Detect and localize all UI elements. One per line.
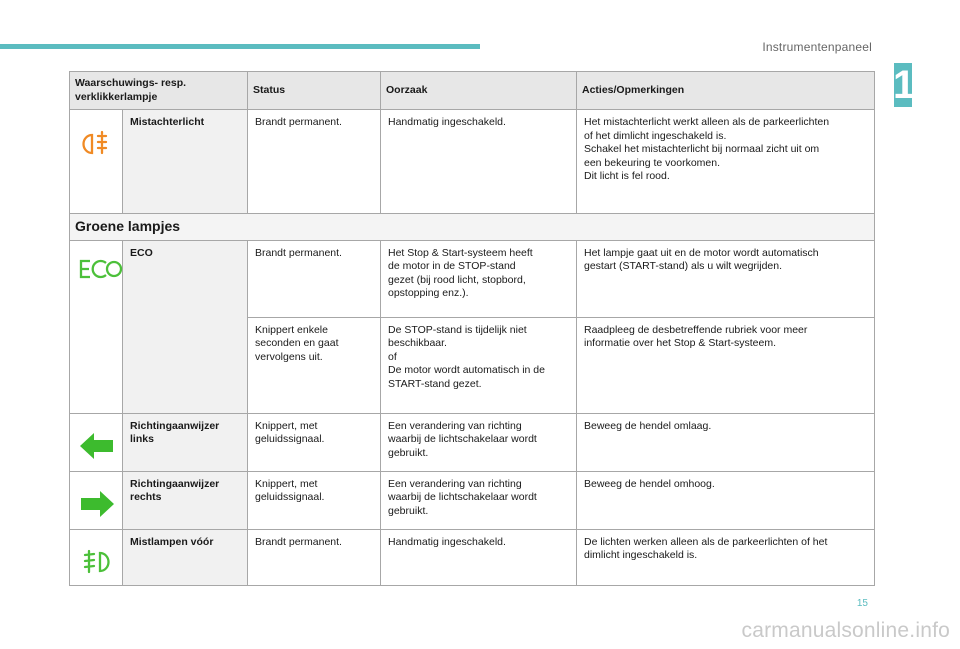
lamp-actions: De lichten werken alleen als de parkeerlichten of het dimlicht ingeschakeld is.: [577, 529, 875, 585]
lamp-status: Brandt permanent.: [248, 110, 381, 214]
lamp-status: Knippert, met geluidssignaal.: [248, 413, 381, 471]
lamp-actions: Het mistachterlicht werkt alleen als de parkeerlichten of het dimlicht ingeschakeld is. Schakel het mistachterlicht bij normaal zicht uit om een bekeuring te voorkomen. Dit licht is fel rood.: [577, 110, 875, 214]
table-row: [70, 110, 875, 214]
lamp-status: Knippert enkele seconden en gaat vervolgens uit.: [248, 317, 381, 413]
chapter-number: 1: [893, 63, 916, 107]
column-header-actions: Acties/Opmerkingen: [577, 72, 875, 110]
lamp-name: Mistlampen vóór: [123, 529, 248, 585]
table-row: [70, 529, 875, 585]
lamp-icon-cell: [70, 240, 123, 413]
chapter-tab: [893, 63, 916, 107]
group-header-row: [70, 214, 875, 241]
front-fog-lamp-icon: [79, 545, 115, 579]
lamp-name: Richtingaanwijzer rechts: [123, 471, 248, 529]
lamp-actions: Beweeg de hendel omlaag.: [577, 413, 875, 471]
lamp-actions: Raadpleeg de desbetreffende rubriek voor meer informatie over het Stop & Start-systeem.: [577, 317, 875, 413]
watermark: carmanualsonline.info: [741, 619, 950, 642]
table-row: [70, 413, 875, 471]
lamp-name: ECO: [123, 240, 248, 413]
arrow-left-icon: [78, 430, 116, 462]
lamp-cause: De STOP-stand is tijdelijk niet beschikbaar. of De motor wordt automatisch in de START-stand gezet.: [381, 317, 577, 413]
lamp-cause: Handmatig ingeschakeld.: [381, 110, 577, 214]
lamp-icon-cell: [70, 413, 123, 471]
lamp-cause: Een verandering van richting waarbij de lichtschakelaar wordt gebruikt.: [381, 471, 577, 529]
arrow-right-icon: [78, 488, 116, 520]
lamp-actions: Beweeg de hendel omhoog.: [577, 471, 875, 529]
lamp-icon-cell: [70, 471, 123, 529]
header-accent-bar: [0, 44, 480, 49]
lamp-icon-cell: [70, 110, 123, 214]
lamp-cause: Een verandering van richting waarbij de lichtschakelaar wordt gebruikt.: [381, 413, 577, 471]
lamp-actions: Het lampje gaat uit en de motor wordt automatisch gestart (START-stand) als u wilt wegrijden.: [577, 240, 875, 317]
lamp-status: Brandt permanent.: [248, 240, 381, 317]
lamp-cause: Het Stop & Start-systeem heeft de motor in de STOP-stand gezet (bij rood licht, stopbord, opstopping enz.).: [381, 240, 577, 317]
lamp-icon-cell: [70, 529, 123, 585]
table-header-row: [70, 72, 875, 110]
section-title: Instrumentenpaneel: [762, 40, 872, 54]
lamp-status: Knippert, met geluidssignaal.: [248, 471, 381, 529]
table-row: [70, 240, 875, 317]
eco-icon: [77, 255, 123, 283]
rear-fog-lamp-icon: [77, 124, 117, 164]
table-row: [70, 471, 875, 529]
warning-lamps-table: [69, 71, 875, 586]
column-header-cause: Oorzaak: [381, 72, 577, 110]
lamp-name: Richtingaanwijzer links: [123, 413, 248, 471]
lamp-status: Brandt permanent.: [248, 529, 381, 585]
page-number: 15: [856, 598, 868, 609]
group-title: Groene lampjes: [70, 214, 875, 241]
lamp-name: Mistachterlicht: [123, 110, 248, 214]
column-header-lamp: Waarschuwings- resp. verklikkerlampje: [70, 72, 248, 110]
lamp-cause: Handmatig ingeschakeld.: [381, 529, 577, 585]
column-header-status: Status: [248, 72, 381, 110]
